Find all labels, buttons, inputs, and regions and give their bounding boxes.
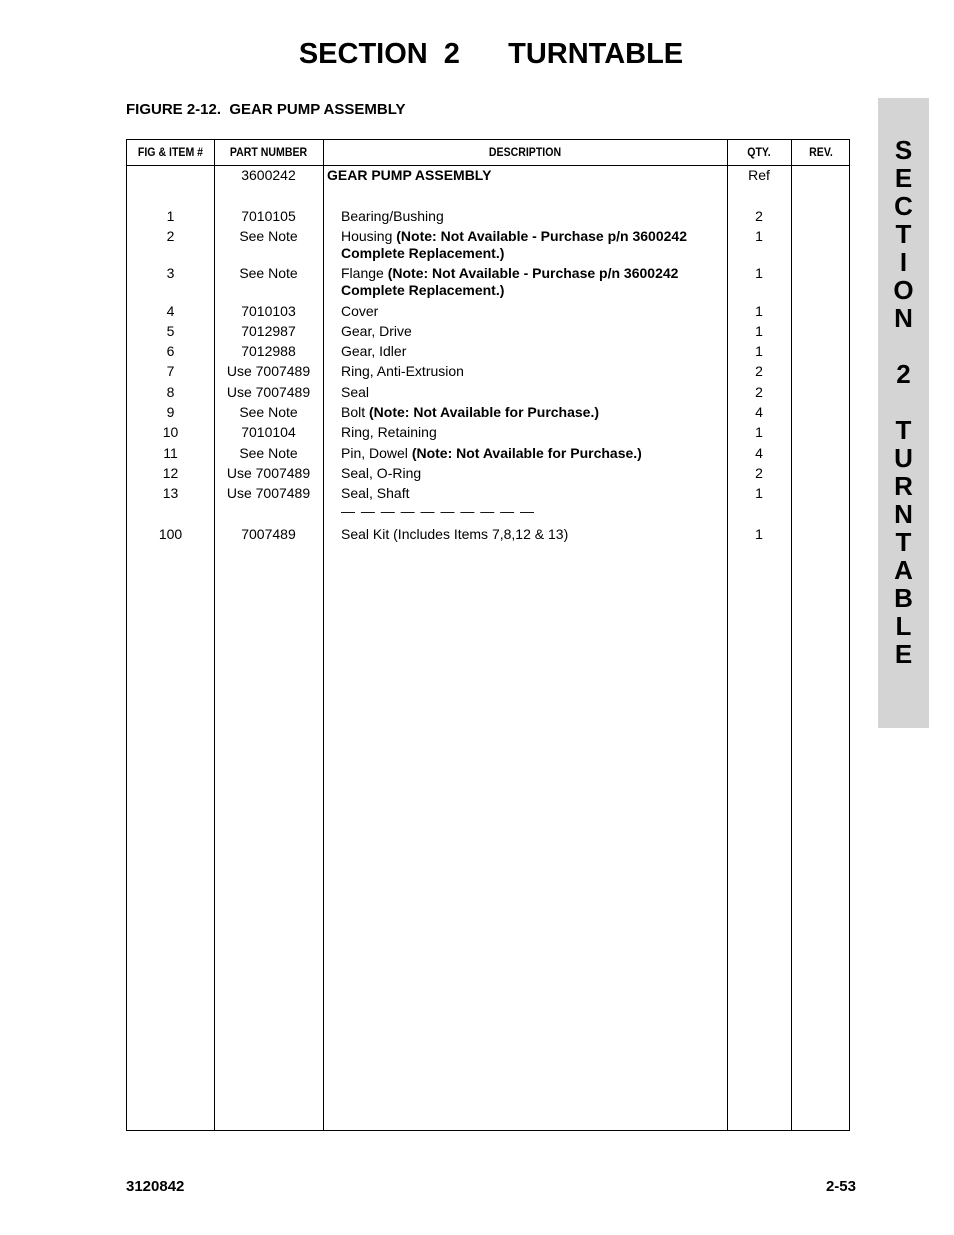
side-tab-letter: 2 [896,359,911,389]
part-number-cell: 7012987 [241,323,296,339]
description-text: Housing [341,228,393,244]
side-tab-letter: U [894,443,913,473]
qty-cell: 1 [755,485,763,501]
part-number-cell: 7010104 [241,424,296,440]
side-tab-letter: N [894,499,913,529]
fig-item-cell: 13 [162,485,179,501]
description-text: Seal Kit (Includes Items 7,8,12 & 13) [341,526,569,542]
description-text: Bolt [341,404,366,420]
fig-item-cell: 9 [166,404,175,420]
description-text: Flange [341,265,384,281]
header-part-number: PART NUMBER [229,145,308,159]
column-divider [791,140,792,1130]
section-title: SECTION 2 TURNTABLE [298,38,684,70]
side-tab-letter: E [894,163,913,193]
side-tab-letter: A [894,555,913,585]
side-tab-letter: R [894,471,913,501]
part-number-cell: 7010105 [241,208,296,224]
description-cell [341,485,721,502]
fig-item-cell: 4 [166,303,175,319]
qty-cell: 1 [755,424,763,440]
section-side-tab [878,98,929,728]
qty-cell: 1 [755,323,763,339]
header-fig-item: FIG & ITEM # [137,145,204,159]
description-cell [327,167,707,184]
qty-cell: 2 [755,465,763,481]
fig-item-cell: 8 [166,384,175,400]
qty-cell: 1 [755,265,763,281]
qty-cell: 1 [755,228,763,244]
description-cell [341,424,721,441]
side-tab-letter: E [894,639,913,669]
part-number-cell: See Note [239,265,298,281]
part-number-cell: 7010103 [241,303,296,319]
qty-cell: 1 [755,343,763,359]
column-divider [323,140,324,1130]
header-divider [127,165,849,166]
part-number-cell: 7007489 [241,526,296,542]
description-cell [341,404,721,421]
side-tab-letter: N [894,303,913,333]
qty-cell: 4 [755,445,763,461]
description-cell [341,265,721,299]
fig-item-cell: 6 [166,343,175,359]
document-number: 3120842 [126,1178,185,1195]
description-note: (Note: Not Available - Purchase p/n 3600242 Complete Replacement.) [341,265,679,298]
part-number-cell: Use 7007489 [226,465,311,481]
qty-cell: 2 [755,384,763,400]
description-text: GEAR PUMP ASSEMBLY [327,167,492,183]
fig-item-cell: 100 [158,526,183,542]
description-cell [341,503,721,520]
description-text: Ring, Anti-Extrusion [341,363,464,379]
side-tab-letter: T [895,415,912,445]
fig-item-cell: 5 [166,323,175,339]
description-text: Seal, Shaft [341,485,410,501]
side-tab-letter: C [894,191,913,221]
figure-title: FIGURE 2-12. GEAR PUMP ASSEMBLY [126,101,406,118]
qty-cell: 2 [755,208,763,224]
description-text: Ring, Retaining [341,424,437,440]
side-tab-letter: I [899,247,908,277]
qty-cell: 1 [755,303,763,319]
side-tab-letter: B [894,583,913,613]
side-tab-letter: L [895,611,912,641]
header-description: DESCRIPTION [488,145,562,159]
column-divider [214,140,215,1130]
part-number-cell: Use 7007489 [226,485,311,501]
description-text: Gear, Drive [341,323,412,339]
description-text: Pin, Dowel [341,445,408,461]
part-number-cell: 3600242 [241,167,296,183]
qty-cell: 2 [755,363,763,379]
part-number-cell: See Note [239,445,298,461]
description-text: Seal, O-Ring [341,465,422,481]
description-note: (Note: Not Available for Purchase.) [411,445,642,461]
parts-table [126,139,850,1131]
description-text: Bearing/Bushing [341,208,444,224]
qty-cell: 1 [755,526,763,542]
page-number: 2-53 [825,1178,856,1195]
part-number-cell: See Note [239,404,298,420]
fig-item-cell: 12 [162,465,179,481]
part-number-cell: 7012988 [241,343,296,359]
description-cell [341,208,721,225]
description-cell [341,303,721,320]
description-text: Seal [341,384,370,400]
description-cell [341,228,721,262]
fig-item-cell: 2 [166,228,175,244]
description-cell [341,343,721,360]
header-rev: REV. [809,145,833,159]
description-cell [341,363,721,380]
description-text: Gear, Idler [341,343,407,359]
header-qty: QTY. [747,145,771,159]
qty-cell: Ref [748,167,770,183]
fig-item-cell: 10 [162,424,179,440]
column-divider [727,140,728,1130]
fig-item-cell: 3 [166,265,175,281]
description-cell [341,384,721,401]
description-cell [341,526,721,543]
side-tab-letter: T [895,527,912,557]
fig-item-cell: 7 [166,363,175,379]
part-number-cell: Use 7007489 [226,363,311,379]
fig-item-cell: 1 [166,208,175,224]
description-note: (Note: Not Available - Purchase p/n 3600242 Complete Replacement.) [341,228,687,261]
description-cell [341,323,721,340]
description-cell [341,465,721,482]
part-number-cell: See Note [239,228,298,244]
qty-cell: 4 [755,404,763,420]
side-tab-letter: S [894,135,913,165]
side-tab-letter: T [895,219,912,249]
description-text: Cover [341,303,379,319]
description-cell [341,445,721,462]
part-number-cell: Use 7007489 [226,384,311,400]
description-note: (Note: Not Available for Purchase.) [369,404,600,420]
fig-item-cell: 11 [163,445,178,461]
side-tab-letter: O [893,275,914,305]
description-text: — — — — — — — — — — [341,503,536,519]
